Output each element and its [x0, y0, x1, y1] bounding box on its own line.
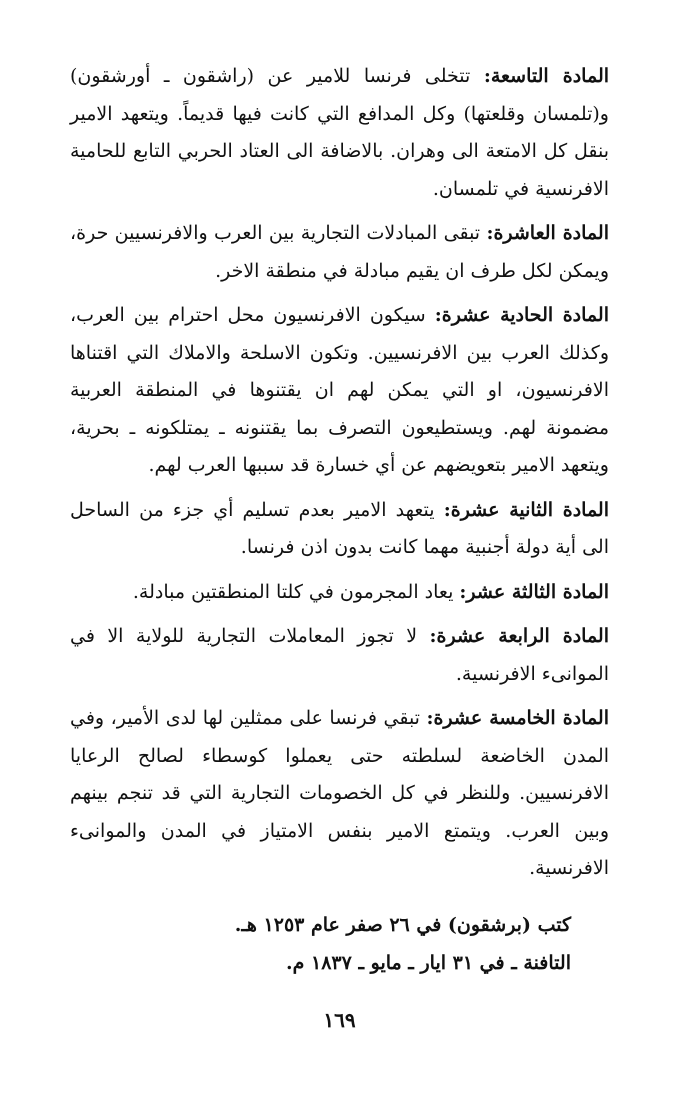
signature-block: [70, 906, 571, 982]
article-9: [70, 58, 609, 208]
article-heading: المادة الثانية عشرة:: [443, 498, 610, 521]
article-heading: المادة العاشرة:: [486, 222, 609, 244]
article-heading: المادة الخامسة عشرة:: [426, 707, 609, 729]
article-10: [70, 215, 609, 290]
article-body: لا تجوز المعاملات التجارية للولاية الا في الموانىء الافرنسية.: [70, 625, 609, 685]
article-body: يعاد المجرمون في كلتا المنطقتين مبادلة.: [132, 580, 454, 603]
article-12: [70, 492, 609, 567]
article-body: تبقي فرنسا على ممثلين لها لدى الأمير، وفي المدن الخاضعة لسلطته حتى يعملوا كوسطاء لصالح الرعايا الافرنسيين. وللنظر في كل الخصومات التجارية التي قد تنجم بينهم وبين العرب. ويتمتع الامير بنفس الامتياز في المدن والموانىء الافرنسية.: [70, 707, 609, 879]
signature-line-place-date: التافنة ـ في ٣١ ايار ـ مايو ـ ١٨٣٧ م.: [286, 951, 571, 974]
article-13: [70, 574, 609, 612]
article-heading: المادة الثالثة عشر:: [459, 580, 609, 603]
page-number: ١٦٩: [323, 1008, 356, 1032]
article-11: [70, 297, 609, 485]
article-heading: المادة الرابعة عشرة:: [429, 625, 609, 647]
article-heading: المادة التاسعة:: [483, 65, 610, 87]
article-body: سيكون الافرنسيون محل احترام بين العرب، وكذلك العرب بين الافرنسيين. وتكون الاسلحة والاملاك التي اقتناها الافرنسيون، او التي يمكن لهم ان يقتنوها في المنطقة العربية مضمونة لهم. ويستطيعون التصرف بما يقتنونه ـ يمتلكونه ـ بحرية، ويتعهد الامير بتعويضهم عن أي خسارة قد سببها العرب لهم.: [70, 304, 609, 476]
article-15: [70, 700, 609, 888]
article-body: يتعهد الامير بعدم تسليم أي جزء من الساحل الى أية دولة أجنبية مهما كانت بدون اذن فرنسا.: [70, 498, 609, 558]
article-heading: المادة الحادية عشرة:: [434, 304, 609, 326]
article-body: تتخلى فرنسا للامير عن (راشقون ـ أورشقون) و(تلمسان وقلعتها) وكل المدافع التي كانت فيها قديماً. ويتعهد الامير بنقل كل الامتعة الى وهران. بالاضافة الى العتاد الحربي التابع للحامية الافرنسية في تلمسان.: [70, 65, 609, 200]
article-body: تبقى المبادلات التجارية بين العرب والافرنسيين حرة، ويمكن لكل طرف ان يقيم مبادلة في منطقة الاخر.: [70, 222, 609, 282]
article-14: [70, 618, 609, 693]
signature-line-written: كتب (برشقون) في ٢٦ صفر عام ١٢٥٣ هـ.: [234, 913, 571, 936]
